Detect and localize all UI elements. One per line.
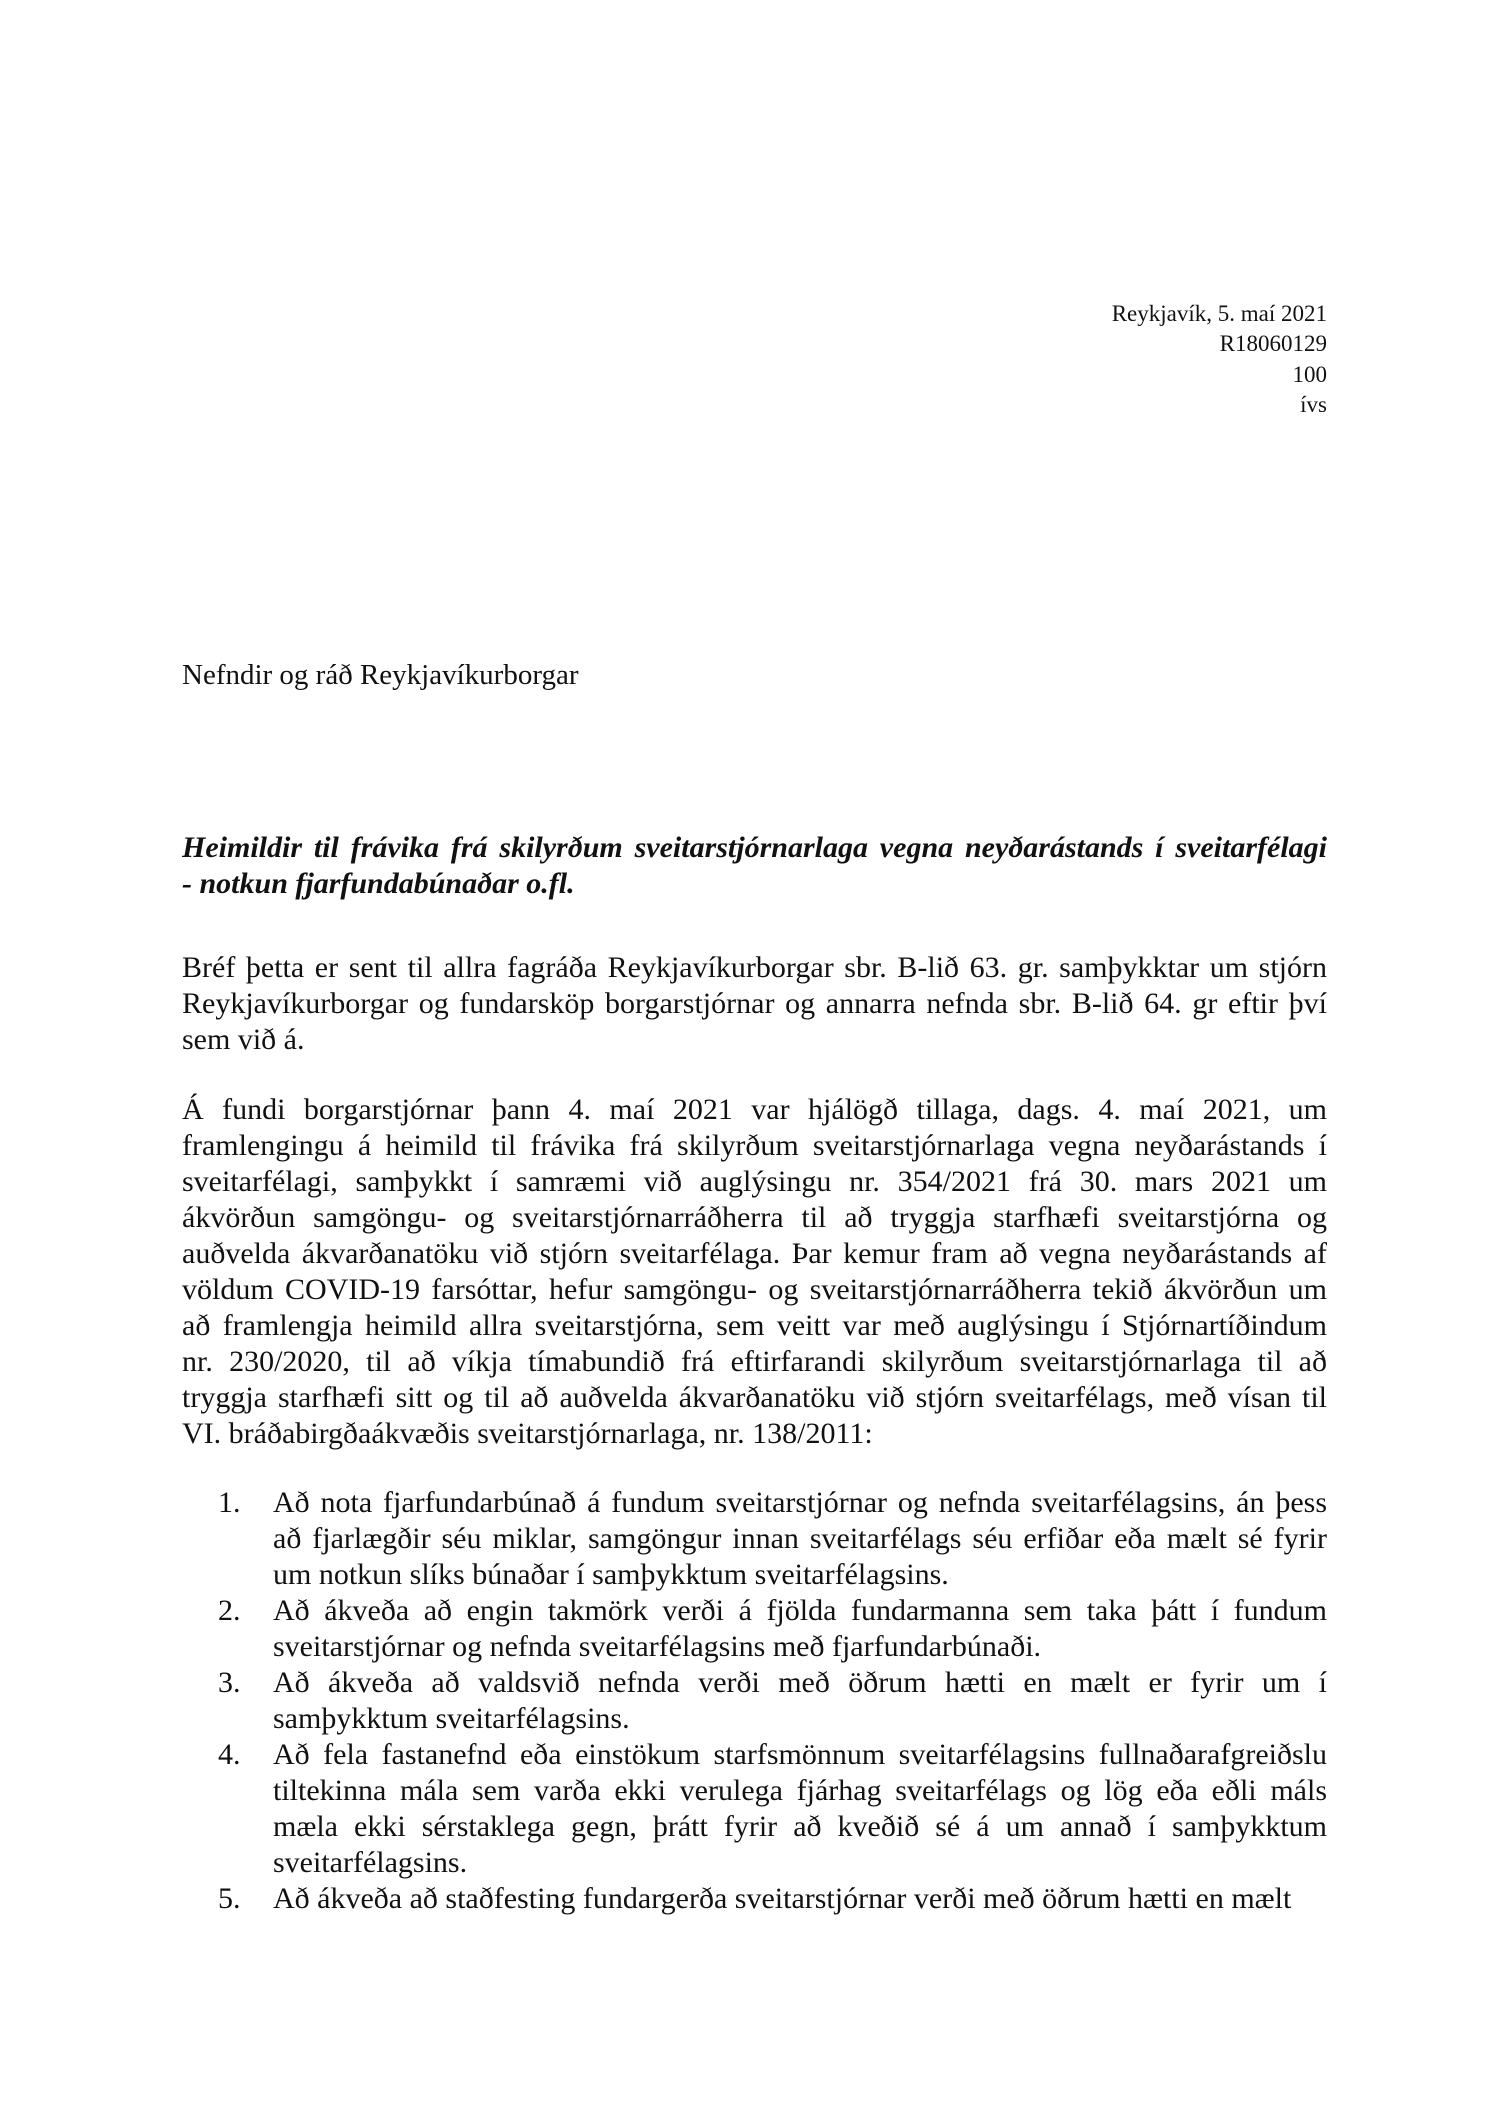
list-number: 3.: [218, 1666, 241, 1699]
text-line: samþykktum sveitarfélagsins.: [273, 1702, 630, 1735]
list-item-text: [273, 1737, 1327, 1881]
text-line: Að ákveða að staðfesting fundargerða sveitarstjórnar verði með öðrum hætti en mælt: [273, 1882, 1292, 1915]
list-number: 1.: [218, 1486, 241, 1519]
list-item: [218, 1737, 1327, 1881]
recipient: Nefndir og ráð Reykjavíkurborgar: [182, 659, 579, 691]
text-line: völdum COVID-19 farsóttar, hefur samgöngu- og sveitarstjórnarráðherra tekið ákvörðun um: [182, 1273, 1327, 1306]
text-line: tryggja starfhæfi sitt og til að auðvelda ákvarðanatöku við stjórn sveitarfélags, með vísan til: [182, 1381, 1327, 1414]
paragraph-2: [182, 1092, 1327, 1452]
list-item: [218, 1593, 1327, 1665]
letter-heading: [182, 830, 1327, 902]
text-line: sveitarfélagsins.: [273, 1846, 468, 1879]
text-line: sem við á.: [182, 1023, 305, 1056]
paragraph-1: [182, 950, 1327, 1058]
initials: ívs: [1300, 391, 1327, 417]
text-line: Heimildir til frávika frá skilyrðum sveitarstjórnarlaga vegna neyðarástands í sveitarfélagi: [182, 831, 1327, 864]
text-line: ákvörðun samgöngu- og sveitarstjórnarráðherra til að tryggja starfhæfi sveitarstjórna og: [182, 1201, 1327, 1234]
text-line: - notkun fjarfundabúnaðar o.fl.: [182, 867, 575, 900]
list-item: [218, 1485, 1327, 1593]
list-number: 2.: [218, 1594, 241, 1627]
text-line: Að ákveða að valdsvið nefnda verði með öðrum hætti en mælt er fyrir um í: [273, 1666, 1327, 1699]
text-line: sveitarstjórnar og nefnda sveitarfélagsins með fjarfundarbúnaði.: [273, 1630, 1042, 1663]
list-number: 4.: [218, 1738, 241, 1771]
letter-header: [1112, 299, 1327, 420]
text-line: VI. bráðabirgðaákvæðis sveitarstjórnarlaga, nr. 138/2011:: [182, 1417, 873, 1450]
text-line: tiltekinna mála sem varða ekki verulega fjárhag sveitarfélags og lög eða eðli máls: [273, 1774, 1327, 1807]
list-item-text: [273, 1485, 1327, 1593]
text-line: framlengingu á heimild til frávika frá skilyrðum sveitarstjórnarlaga vegna neyðarástands í: [182, 1129, 1327, 1162]
text-line: um notkun slíks búnaðar í samþykktum sveitarfélagsins.: [273, 1558, 949, 1591]
text-line: að fjarlægðir séu miklar, samgöngur innan sveitarfélags séu erfiðar eða mælt sé fyrir: [273, 1522, 1327, 1555]
list-item-text: [273, 1593, 1327, 1665]
list-item: [218, 1881, 1327, 1917]
text-line: nr. 230/2020, til að víkja tímabundið frá eftirfarandi skilyrðum sveitarstjórnarlaga til að: [182, 1345, 1327, 1378]
place-date: Reykjavík, 5. maí 2021: [1111, 301, 1327, 326]
list-number: 5.: [218, 1882, 241, 1915]
text-line: Á fundi borgarstjórnar þann 4. maí 2021 var hjálögð tillaga, dags. 4. maí 2021, um: [182, 1093, 1327, 1126]
text-line: Að fela fastanefnd eða einstökum starfsmönnum sveitarfélagsins fullnaðarafgreiðslu: [273, 1738, 1327, 1771]
text-line: auðvelda ákvarðanatöku við stjórn sveitarfélaga. Þar kemur fram að vegna neyðarástands af: [182, 1237, 1327, 1270]
list-item-text: [273, 1881, 1327, 1917]
text-line: Reykjavíkurborgar og fundarsköp borgarstjórnar og annarra nefnda sbr. B-lið 64. gr eftir því: [182, 987, 1327, 1020]
code: 100: [1292, 361, 1327, 387]
text-line: Að ákveða að engin takmörk verði á fjölda fundarmanna sem taka þátt í fundum: [273, 1594, 1327, 1627]
list-item: [218, 1665, 1327, 1737]
text-line: að framlengja heimild allra sveitarstjórna, sem veitt var með auglýsingu í Stjórnartíðindum: [182, 1309, 1327, 1342]
text-line: sveitarfélagi, samþykkt í samræmi við auglýsingu nr. 354/2021 frá 30. mars 2021 um: [182, 1165, 1327, 1198]
list-item-text: [273, 1665, 1327, 1737]
reference-number: R18060129: [1219, 331, 1327, 357]
text-line: Bréf þetta er sent til allra fagráða Reykjavíkurborgar sbr. B-lið 63. gr. samþykktar um stjórn: [182, 951, 1327, 984]
text-line: Að nota fjarfundarbúnað á fundum sveitarstjórnar og nefnda sveitarfélagsins, án þess: [273, 1486, 1327, 1519]
text-line: mæla ekki sérstaklega gegn, þrátt fyrir að kveðið sé á um annað í samþykktum: [273, 1810, 1327, 1843]
numbered-list: [218, 1485, 1327, 1917]
